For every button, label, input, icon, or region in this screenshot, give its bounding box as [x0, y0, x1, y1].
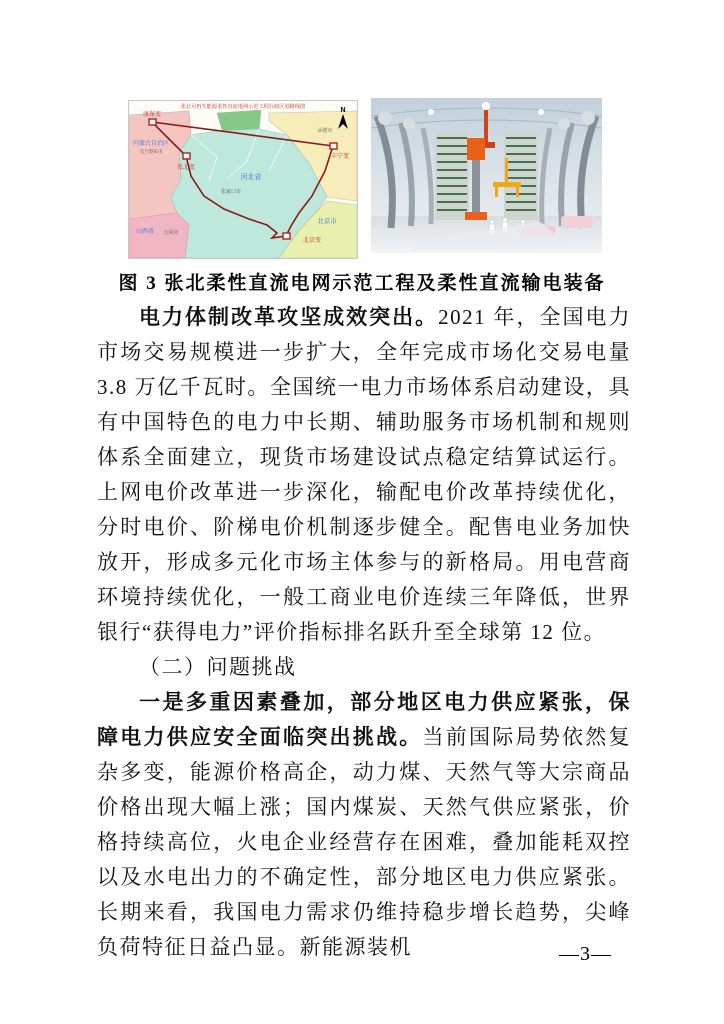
paragraph-lead-bold: 一是多重因素叠加，部分地区电力供应紧张，保障电力供应安全面临突出挑战。: [97, 690, 631, 749]
map-image-zhangbei-grid: [128, 100, 358, 259]
station-marker-fengning: [330, 143, 337, 149]
label-city-zhangjiakou: 张家口市: [220, 189, 242, 195]
ceiling-light: [428, 109, 434, 115]
label-station-zhangbei: 张北变: [176, 165, 196, 171]
label-station-fengning: 丰宁变: [330, 154, 350, 160]
label-city-wulanchabu: 乌兰察布市: [139, 149, 163, 154]
label-station-kangbao: 康保变: [142, 112, 162, 118]
photo-graphic: [371, 98, 602, 253]
label-station-beijing: 北京变: [303, 238, 322, 244]
label-region-neimenggu: 内蒙古自治区: [132, 141, 170, 147]
paragraph-supply-challenges: [97, 685, 631, 965]
station-marker-zhangbei: [183, 153, 190, 159]
compass-n-label: N: [340, 107, 346, 114]
station-marker-kangbao: [149, 119, 156, 125]
paragraph-lead-bold: 电力体制改革攻坚成效突出。: [139, 305, 439, 329]
label-region-beijing: 北京市: [317, 218, 337, 225]
floor-equipment-far-right: [561, 216, 593, 228]
label-region-hebei: 河北省: [240, 174, 262, 181]
station-marker-beijing: [283, 233, 290, 239]
page-number: —3—: [559, 943, 612, 965]
label-city-datong: 大同市: [163, 230, 179, 236]
figure-3: [128, 98, 602, 259]
document-body: [97, 300, 631, 965]
ceiling-light: [538, 109, 544, 115]
ceiling-light: [482, 102, 490, 110]
figure-caption: 图 3 张北柔性直流电网示范工程及柔性直流输电装备: [118, 273, 606, 294]
map-title: 张北可再生能源柔性直流电网示范工程行政区划路线图: [180, 104, 306, 110]
section-heading-problems: （二）问题挑战: [139, 655, 297, 679]
map-region-shanxi: [129, 213, 189, 258]
paragraph-reform-achievements: [97, 300, 631, 650]
label-city-chengde: 承德市: [317, 128, 333, 134]
label-region-shanxi: 山西省: [135, 229, 155, 235]
map-graphic: [129, 101, 357, 258]
paragraph-body-text: 当前国际局势依然复杂多变，能源价格高企，动力煤、天然气等大宗商品价格出现大幅上涨；国内煤炭、天然气供应紧张，价格持续高位，火电企业经营存在困难，叠加能耗双控以及水电出力的不确定性，部分地区电力供应紧张。长期来看，我国电力需求仍维持稳步增长趋势，尖峰负荷特征日益凸显。新能源装机: [97, 725, 631, 959]
paragraph-body-text: 2021 年，全国电力市场交易规模进一步扩大，全年完成市场化交易电量 3.8 万亿千瓦时。全国统一电力市场体系启动建设，具有中国特色的电力中长期、辅助服务市场机制和规则体系全面建立，现货市场建设试点稳定结算试运行。上网电价改革进一步深化，输配电价改革持续优化，分时电价、阶梯电价机制逐步健全。配售电业务加快放开，形成多元化市场主体参与的新格局。用电营商环境持续优化，一般工商业电价连续三年降低，世界银行“获得电力”评价指标排名跃升至全球第 12 位。: [97, 305, 632, 644]
photo-image-valve-hall: [371, 98, 602, 253]
